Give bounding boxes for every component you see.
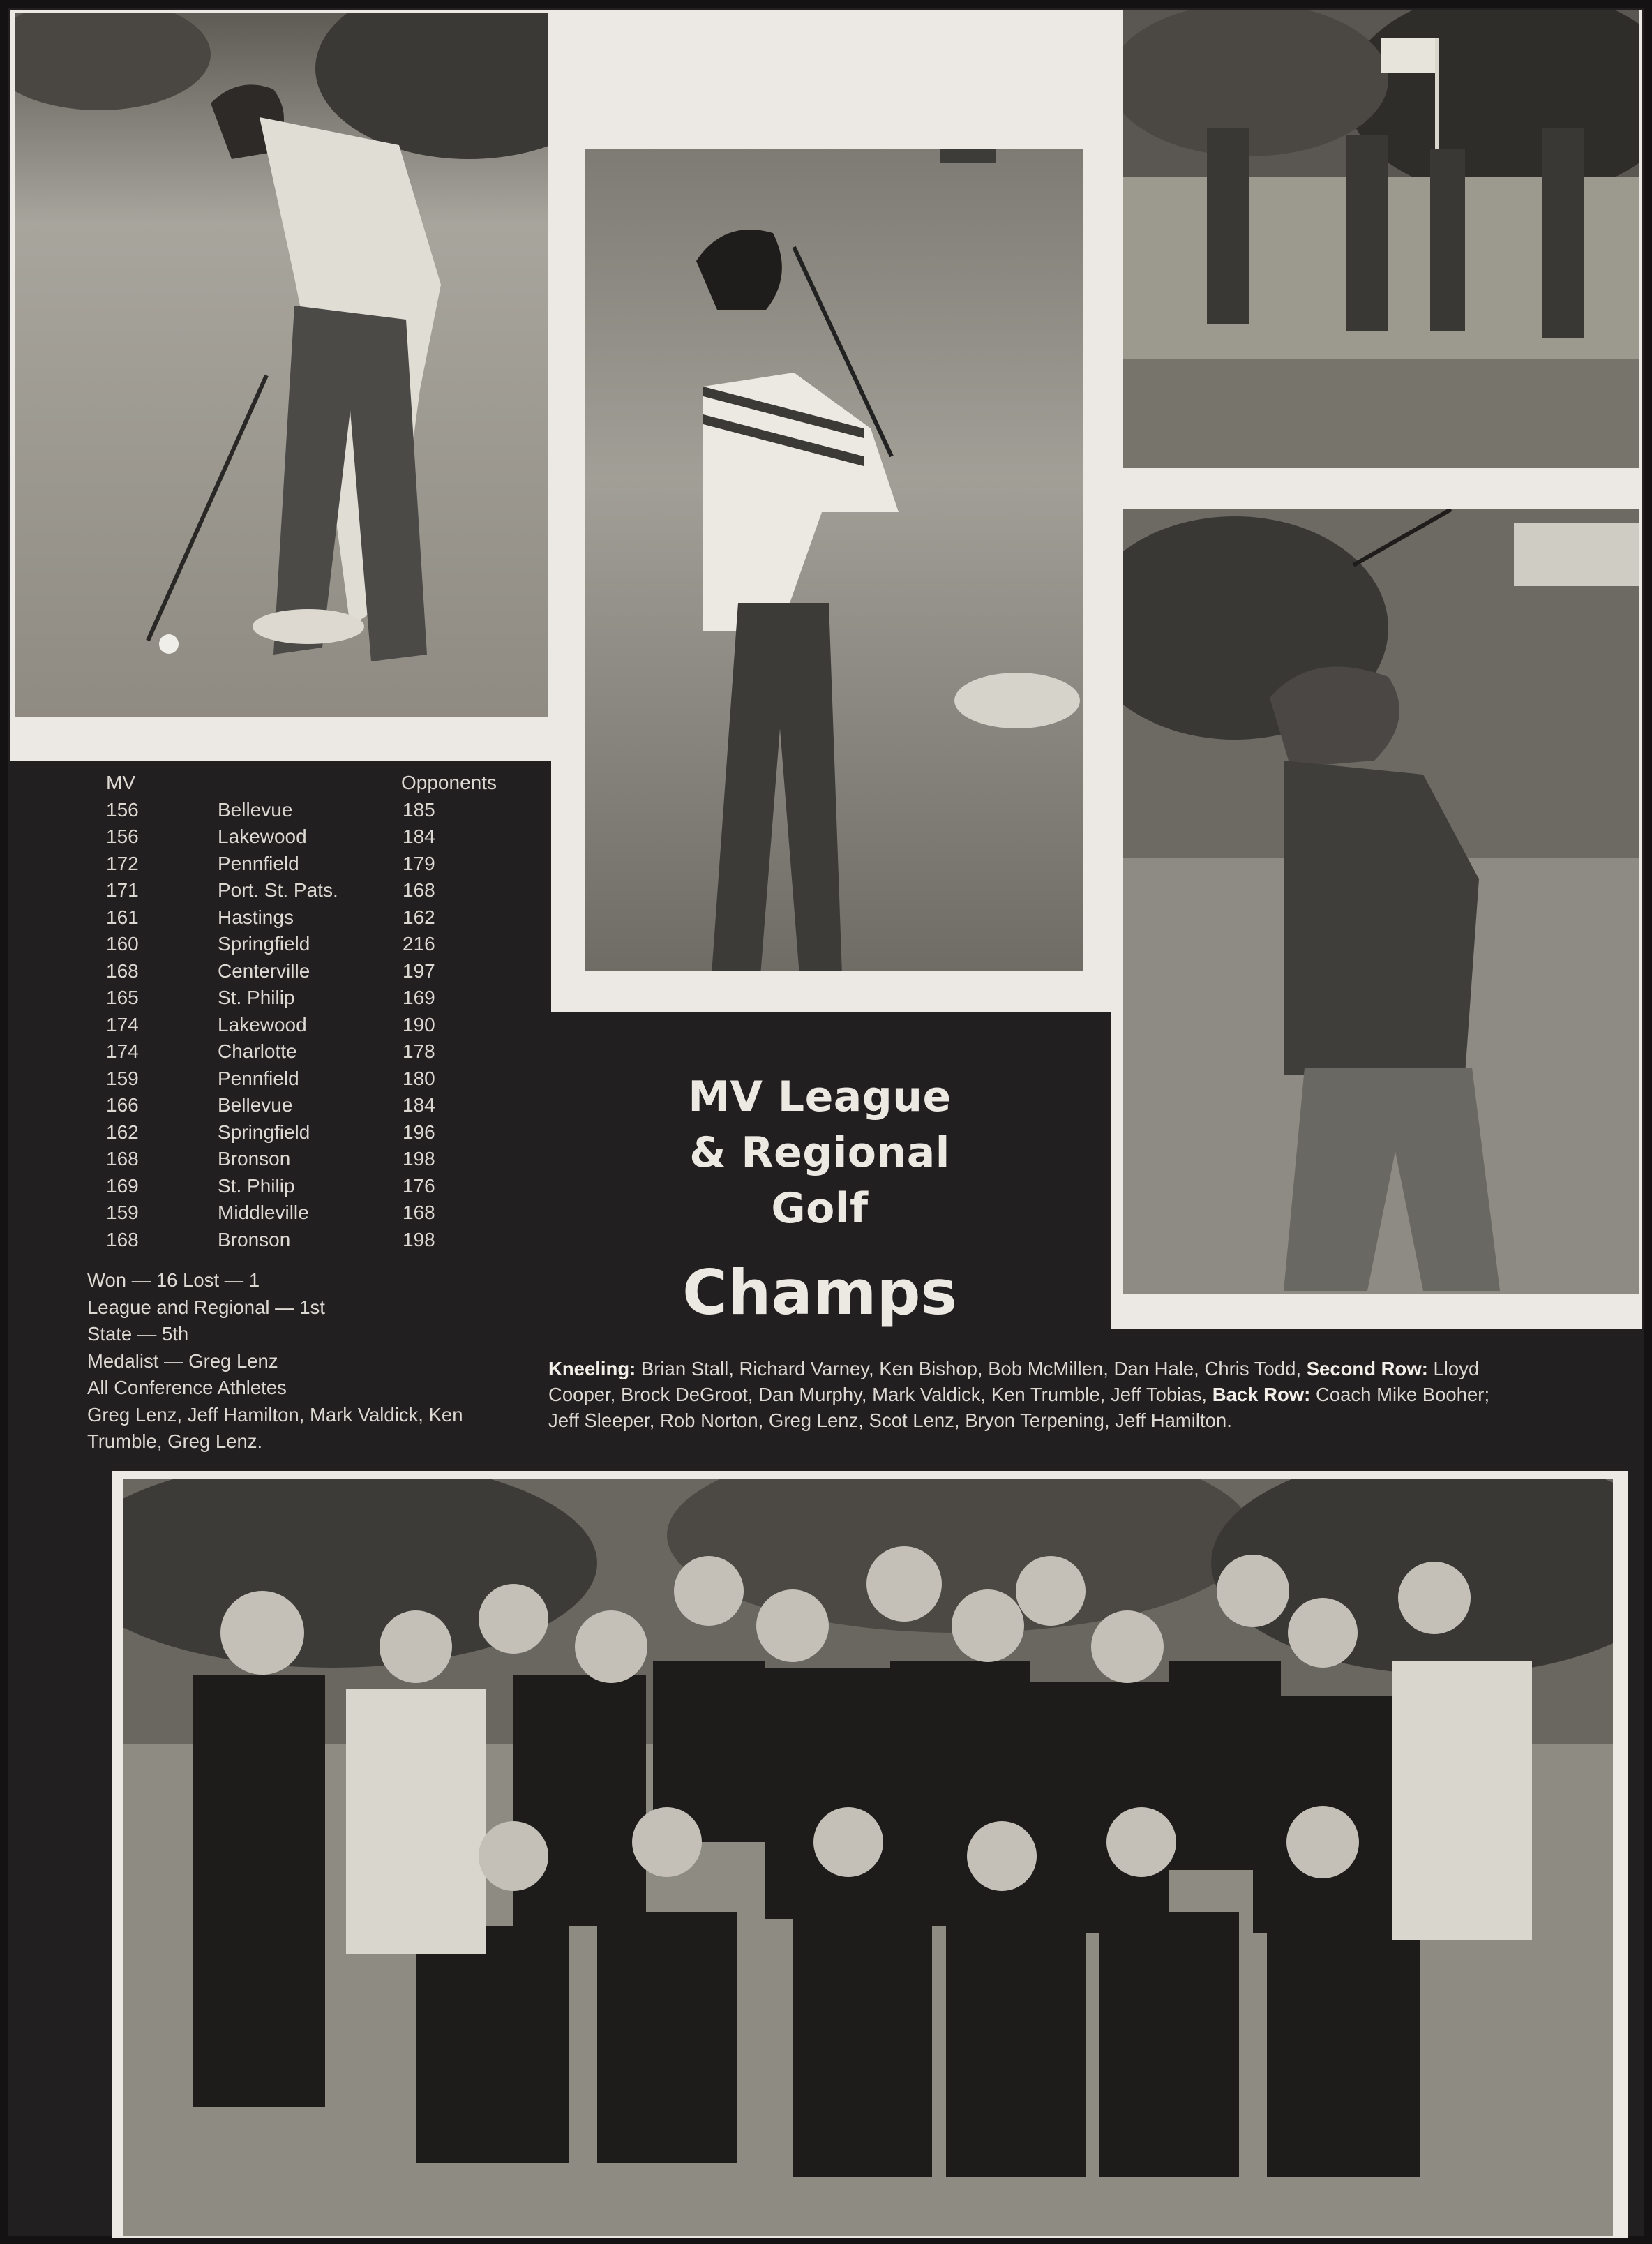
score-mv: 168 [106,1228,139,1250]
photo-golfer-swinging [585,149,1083,971]
score-mv: 159 [106,1067,139,1089]
summary-medalist: Medalist — Greg Lenz [87,1349,278,1372]
title-line-1: MV League [688,1072,952,1121]
score-mv: 162 [106,1121,139,1143]
summary-state: State — 5th [87,1323,189,1345]
score-mv: 168 [106,1148,139,1169]
score-mv: 156 [106,798,139,821]
golfer-backswing-image [1123,509,1639,1294]
score-row [87,877,534,904]
photo-golfers-on-green [1123,10,1639,468]
score-opponent-team: Pennfield [218,1067,299,1089]
score-row [87,931,534,958]
score-opponent-team: Bronson [218,1148,291,1169]
header-opponents: Opponents [401,772,497,793]
score-rows [87,797,534,1254]
score-row [87,1038,534,1065]
score-row [87,958,534,985]
score-opponent-team: Bronson [218,1228,291,1250]
score-opponent: 176 [403,1174,435,1197]
score-opponent-team: Lakewood [218,825,307,847]
season-summary [87,1267,534,1456]
score-mv: 169 [106,1174,139,1197]
score-opponent-team: Lakewood [218,1013,307,1035]
score-opponent-team: Pennfield [218,852,299,874]
score-opponent: 178 [403,1040,435,1062]
score-row [87,985,534,1012]
score-mv: 160 [106,933,139,955]
score-opponent-team: Charlotte [218,1040,297,1062]
caption-back-row-names: Coach Mike Booher; Jeff Sleeper, Rob Norton, Greg Lenz, Scot Lenz, Bryon Terpening, Jeff Hamilton. [548,1384,1490,1431]
title-line-4: Champs [682,1257,957,1329]
score-opponent: 198 [403,1148,435,1169]
score-mv: 166 [106,1094,139,1116]
caption-second-row-names: Lloyd Cooper, Brock DeGroot, Dan Murphy, Mark Valdick, Ken Trumble, Jeff Tobias, [548,1358,1480,1405]
score-mv: 168 [106,959,139,982]
caption-back-row-label: Back Row: [1212,1384,1311,1405]
scores-header-row [87,770,534,797]
golfer-swinging-image [585,149,1083,971]
score-opponent-team: St. Philip [218,1174,295,1197]
header-mv: MV [106,772,135,793]
score-opponent: 198 [403,1228,435,1250]
score-opponent: 180 [403,1067,435,1089]
score-row [87,1227,534,1254]
caption-second-row-label: Second Row: [1306,1358,1428,1379]
score-opponent-team: Centerville [218,959,310,982]
summary-all-conference-names: Greg Lenz, Jeff Hamilton, Mark Valdick, Ken Trumble, Greg Lenz. [87,1403,463,1452]
summary-league: League and Regional — 1st [87,1296,325,1318]
score-opponent-team: St. Philip [218,987,295,1008]
summary-record: Won — 16 Lost — 1 [87,1269,260,1291]
score-opponent-team: Springfield [218,933,310,955]
scores-table [87,770,534,1253]
score-row [87,1146,534,1173]
team-photo-caption [548,1356,1497,1433]
score-opponent: 196 [403,1121,435,1143]
golfers-on-green-image [1123,10,1639,468]
score-opponent-team: Port. St. Pats. [218,879,338,901]
score-row [87,1012,534,1039]
score-row [87,851,534,878]
title-line-2: & Regional [689,1128,950,1177]
score-mv: 174 [106,1040,139,1062]
score-opponent-team: Bellevue [218,798,293,821]
photo-team [123,1479,1613,2236]
score-row [87,1173,534,1200]
score-opponent: 216 [403,933,435,955]
score-opponent-team: Middleville [218,1202,309,1223]
score-opponent: 168 [403,1202,435,1223]
score-opponent: 184 [403,1094,435,1116]
score-row [87,823,534,851]
score-mv: 165 [106,987,139,1008]
page-title [631,1069,1008,1331]
score-mv: 172 [106,852,139,874]
score-mv: 171 [106,879,139,901]
caption-kneeling-label: Kneeling: [548,1358,636,1379]
score-opponent: 197 [403,959,435,982]
score-opponent: 184 [403,825,435,847]
score-row [87,904,534,932]
score-opponent: 185 [403,798,435,821]
score-mv: 174 [106,1013,139,1035]
photo-golfer-backswing [1123,509,1639,1294]
score-opponent: 179 [403,852,435,874]
score-row [87,1065,534,1093]
score-opponent: 162 [403,906,435,928]
caption-kneeling-names: Brian Stall, Richard Varney, Ken Bishop, Bob McMillen, Dan Hale, Chris Todd, [640,1358,1302,1379]
golfer-putting-image [15,13,548,717]
score-mv: 156 [106,825,139,847]
score-opponent: 168 [403,879,435,901]
score-mv: 161 [106,906,139,928]
score-row [87,1199,534,1227]
score-row [87,797,534,824]
score-opponent: 190 [403,1013,435,1035]
photo-golfer-putting [15,13,548,717]
score-row [87,1119,534,1146]
score-opponent-team: Bellevue [218,1094,293,1116]
team-photo-image [123,1479,1613,2236]
score-mv: 159 [106,1202,139,1223]
score-row [87,1092,534,1119]
score-opponent-team: Springfield [218,1121,310,1143]
score-opponent: 169 [403,987,435,1008]
summary-all-conference-label: All Conference Athletes [87,1377,287,1398]
score-opponent-team: Hastings [218,906,294,928]
title-line-3: Golf [771,1184,869,1233]
